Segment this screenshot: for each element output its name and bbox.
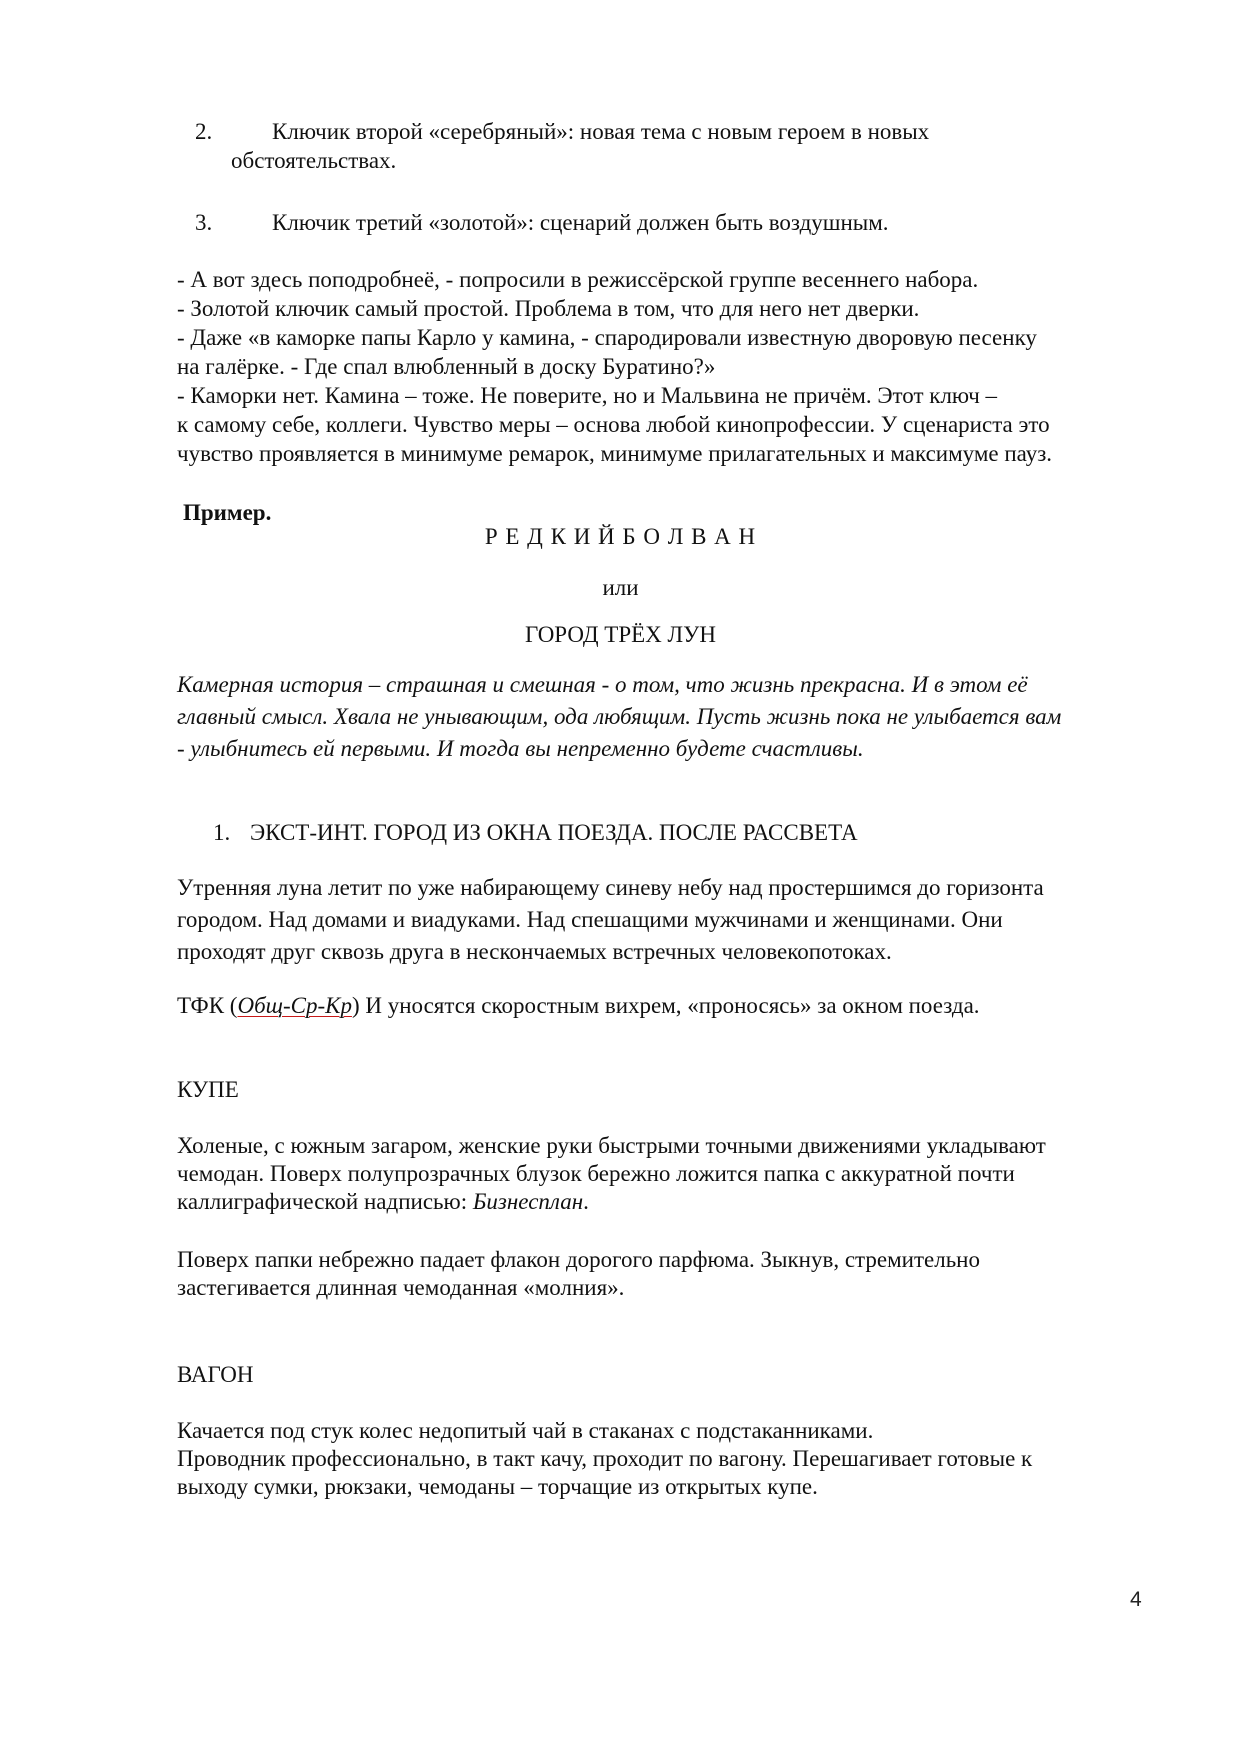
example-label: Пример. bbox=[183, 500, 272, 525]
scene-heading: ЭКСТ-ИНТ. ГОРОД ИЗ ОКНА ПОЕЗДА. ПОСЛЕ РАССВЕТА bbox=[250, 820, 858, 845]
vagon-action-line: Качается под стук колес недопитый чай в стаканах с подстаканниками. bbox=[177, 1418, 874, 1443]
tfk-abbreviation: Общ-Ср-Кр bbox=[237, 993, 352, 1018]
vagon-action-line: выходу сумки, рюкзаки, чемоданы – торчащие из открытых купе. bbox=[177, 1474, 818, 1499]
action-line: проходят друг сквозь друга в нескончаемых встречных человекопотоках. bbox=[177, 939, 892, 964]
epigraph-line: главный смысл. Хвала не унывающим, ода любящим. Пусть жизнь пока не улыбается вам bbox=[177, 704, 1062, 729]
kupe-action-line: Холеные, с южным загаром, женские руки быстрыми точными движениями укладывают bbox=[177, 1133, 1046, 1158]
epigraph-line: - улыбнитесь ей первыми. И тогда вы непременно будете счастливы. bbox=[177, 736, 864, 761]
dialogue-line: на галёрке. - Где спал влюбленный в доску Буратино?» bbox=[177, 354, 716, 379]
tfk-line bbox=[177, 993, 980, 1019]
kupe-action-end: . bbox=[583, 1189, 589, 1214]
dialogue-line: чувство проявляется в минимуме ремарок, минимуме прилагательных и максимуме пауз. bbox=[177, 441, 1053, 466]
kupe-heading: КУПЕ bbox=[177, 1077, 239, 1102]
tfk-suffix: ) И уносятся скоростным вихрем, «проносясь» за окном поезда. bbox=[351, 993, 980, 1018]
key-three-text: Ключик третий «золотой»: сценарий должен быть воздушным. bbox=[272, 210, 889, 235]
title-or: или bbox=[602, 575, 639, 600]
dialogue-line: - Даже «в каморке папы Карло у камина, - спародировали известную дворовую песенку bbox=[177, 325, 1037, 350]
tfk-prefix: ТФК ( bbox=[177, 993, 238, 1018]
dialogue-line: - А вот здесь поподробнеё, - попросили в режиссёрской группе весеннего набора. bbox=[177, 267, 979, 292]
action-line: Утренняя луна летит по уже набирающему синеву небу над простершимся до горизонта bbox=[177, 875, 1044, 900]
action-line: городом. Над домами и виадуками. Над спешащими мужчинами и женщинами. Они bbox=[177, 907, 1003, 932]
key-two-continuation: обстоятельствах. bbox=[231, 148, 397, 173]
kupe-action2-line: застегивается длинная чемоданная «молния». bbox=[177, 1275, 625, 1300]
kupe-action-text: каллиграфической надписью: bbox=[177, 1189, 473, 1214]
list-number-2: 2. bbox=[195, 119, 213, 144]
script-title: Р Е Д К И Й Б О Л В А Н bbox=[484, 524, 757, 549]
page-number: 4 bbox=[1130, 1588, 1142, 1611]
kupe-action-italic: Бизнесплан bbox=[472, 1189, 584, 1214]
dialogue-line: - Золотой ключик самый простой. Проблема в том, что для него нет дверки. bbox=[177, 296, 920, 321]
key-two-text: Ключик второй «серебряный»: новая тема с новым героем в новых bbox=[272, 119, 930, 144]
kupe-action2-line: Поверх папки небрежно падает флакон дорогого парфюма. Зыкнув, стремительно bbox=[177, 1247, 980, 1272]
dialogue-line: к самому себе, коллеги. Чувство меры – основа любой кинопрофессии. У сценариста это bbox=[177, 412, 1050, 437]
script-subtitle: ГОРОД ТРЁХ ЛУН bbox=[524, 622, 717, 647]
vagon-action-line: Проводник профессионально, в такт качу, проходит по вагону. Перешагивает готовые к bbox=[177, 1446, 1033, 1471]
vagon-heading: ВАГОН bbox=[177, 1362, 254, 1387]
scene-number: 1. bbox=[213, 820, 231, 845]
kupe-action-line bbox=[177, 1189, 589, 1215]
kupe-action-line: чемодан. Поверх полупрозрачных блузок бережно ложится папка с аккуратной почти bbox=[177, 1161, 1015, 1186]
dialogue-line: - Каморки нет. Камина – тоже. Не поверите, но и Мальвина не причём. Этот ключ – bbox=[177, 383, 998, 408]
epigraph-line: Камерная история – страшная и смешная - о том, что жизнь прекрасна. И в этом её bbox=[177, 672, 1028, 697]
list-number-3: 3. bbox=[195, 210, 213, 235]
